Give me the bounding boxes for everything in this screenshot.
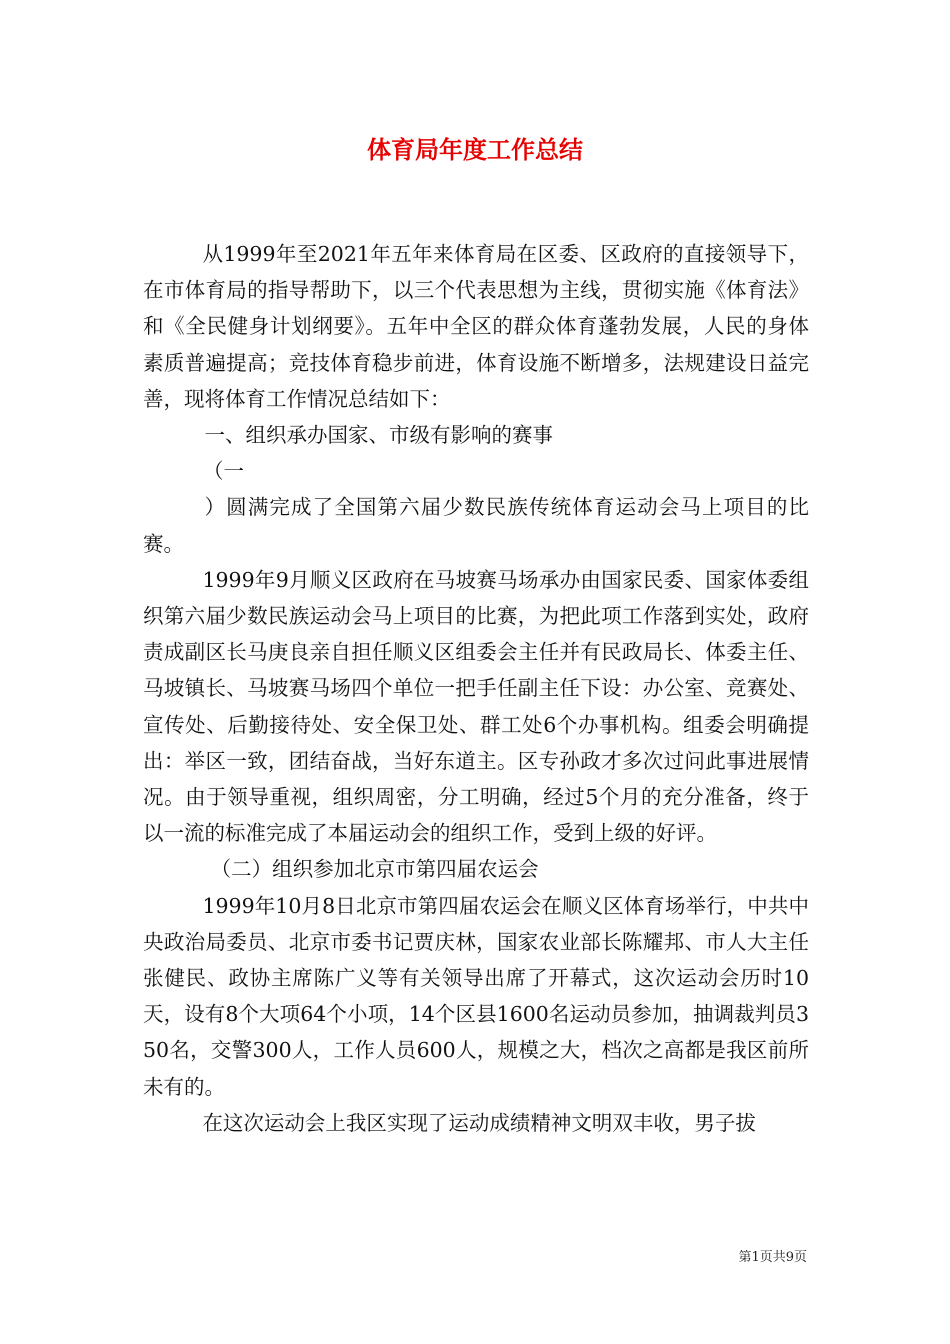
subsection-heading-2: （二）组织参加北京市第四届农运会: [210, 857, 539, 882]
paragraph-minority-games: 1999年9月顺义区政府在马坡赛马场承办由国家民委、国家体委组织第六届少数民族运动会马上项目的比赛，为把此项工作落到实处，政府责成副区长马庚良亲自担任顺义区组委会主任并有民政局长、体委主任、马坡镇长、马坡赛马场四个单位一把手任副主任下设：办公室、竞赛处、宣传处、后勤接待处、安全保卫处、群工处6个办事机构。组委会明确提出：举区一致，团结奋战，当好东道主。区专孙政才多次过问此事进展情况。由于领导重视，组织周密，分工明确，经过5个月的充分准备，终于以一流的标准完成了本届运动会的组织工作，受到上级的好评。: [143, 567, 809, 846]
section-heading-1: 一、组织承办国家、市级有影响的赛事: [204, 423, 553, 448]
subsection-heading-1-part-b: ）圆满完成了全国第六届少数民族传统体育运动会马上项目的比赛。: [143, 495, 809, 556]
intro-paragraph: 从1999年至2021年五年来体育局在区委、区政府的直接领导下，在市体育局的指导帮助下，以三个代表思想为主线，贯彻实施《体育法》和《全民健身计划纲要》。五年中全区的群众体育蓬勃发展，人民的身体素质普遍提高；竞技体育稳步前进，体育设施不断增多，法规建设日益完善，现将体育工作情况总结如下：: [143, 242, 809, 411]
document-body: [143, 236, 809, 1141]
page-number: 第1页共9页: [738, 1250, 807, 1265]
paragraph-farmers-games: 1999年10月8日北京市第四届农运会在顺义区体育场举行，中共中央政治局委员、北京市委书记贾庆林，国家农业部长陈耀邦、市人大主任张健民、政协主席陈广义等有关领导出席了开幕式，这次运动会历时10天，设有8个大项64个小项，14个区县1600名运动员参加，抽调裁判员350名，交警300人，工作人员600人，规模之大，档次之高都是我区前所未有的。: [143, 893, 809, 1099]
paragraph-results: 在这次运动会上我区实现了运动成绩精神文明双丰收，男子拔: [202, 1110, 756, 1135]
subsection-heading-1-part-a: （一: [203, 459, 244, 484]
page-title: 体育局年度工作总结: [367, 135, 583, 164]
